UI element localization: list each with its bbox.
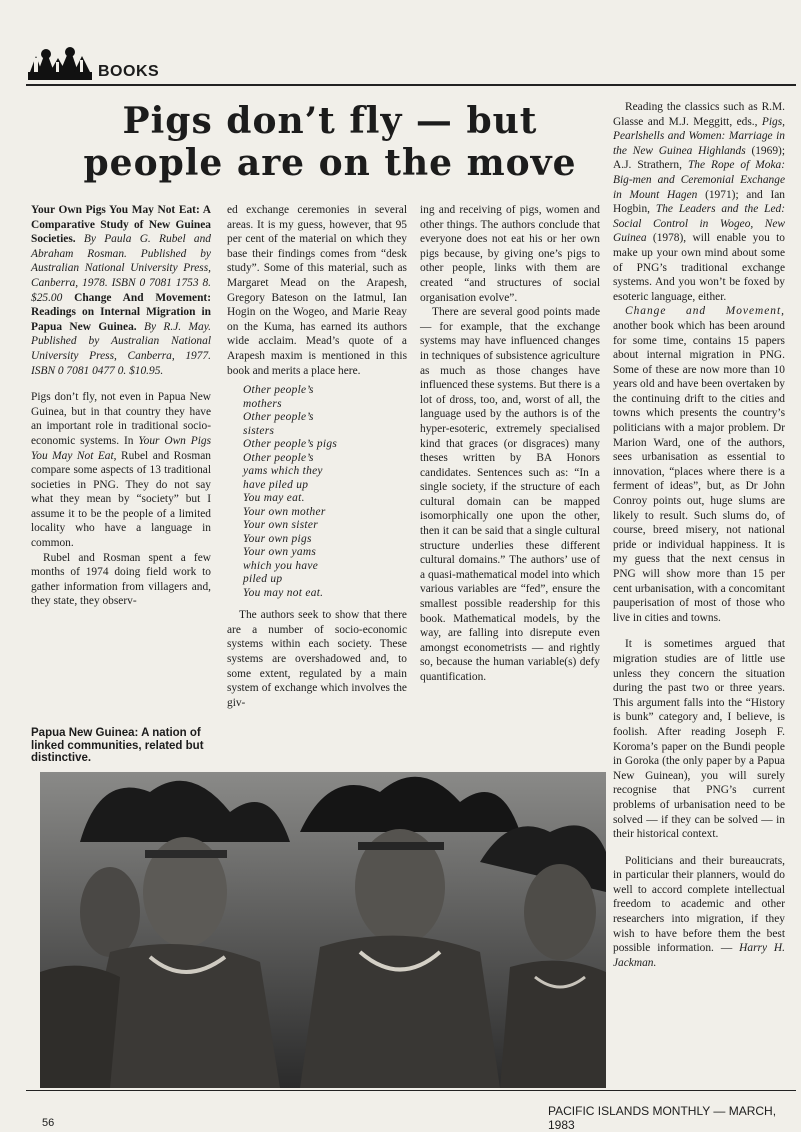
book-listings [31,203,211,378]
paragraph: There are several good points made — for example, that the exchange systems may have influenced changes in techniques of subsistence agriculture as much as those changes have influenced these systems. But there is a lot of dross, too, and, worst of all, the language used by the authors is of the hyper-esoteric, extremely specialised kind that graces (or disgraces) many theses written by BA Honors candidates. Sentences such as: “In a single society, if the structure of each cultural domain can be mapped isomorphically one upon the other, then it can be said that a single cultural structure underlies these different cultural domains.” The authors’ use of a quasi-mathematical model into which various variables are “fed”, ensure the smallest possible readership for this book. Mathematical models, by the way, are falling into disrepute even amongst econometrists — and rightly so, because the human variable(s) defy quantification. [420,306,600,683]
poem-line: piled up [243,573,283,586]
paragraph: ed exchange ceremonies in several areas. It is my guess, however, that 95 per cent of the material on which they base their findings comes from “desk study”. Some of this material, such as Margaret Mead on the Arapesh, Gregory Bateson on the Iatmul, Ian Hogin on the Wogeo, and Marie Reay on the Kuma, has earned its authors wide acclaim. Mead’s quote of a Arapesh maxim is mentioned in this book and merits a place here. [227,204,407,377]
paragraph: Politicians and their bureaucrats, in particular their planners, would do well to accord complete intellectual freedom to academic and other researchers into migration, if they wish to have before them the best possible information. — Harry H. Jackman. [613,854,786,969]
poem-line: Other people’s [243,384,314,397]
poem-line: Your own yams [243,546,317,559]
poem-line: Other people’s [243,411,314,424]
poem-line: Your own sister [243,519,318,532]
column-1 [31,203,211,609]
book-1-title: Your Own Pigs You May Not Eat: A Comparative Study of New Guinea Societies. [31,204,211,246]
books-section-logo [26,46,96,84]
column-2 [227,203,407,710]
poem-line: Other people’s [243,451,314,464]
author-signature: Harry H. Jackman. [613,942,786,969]
section-label: BOOKS [98,63,160,80]
book-2-title: Change And Movement: Readings on Internal Migration in Papua New Guinea. [31,291,211,333]
paragraph: Reading the classics such as R.M. Glasse and M.J. Meggitt, eds., Pigs, Pearlshells and Women: Marriage in the New Guinea Highlands (1969); A.J. Strathern, The Rope of Moka: Big-men and Ceremonial Exchange in Mount Hagen (1971); and Ian Hogbin, The Leaders and the Led: Social Control in Wogeo, New Guinea (1978), will enable you to make up your own mind about some of PNG’s traditional exchange systems. And you won’t be foxed by esoteric language, either. [613,101,786,303]
poem-line: sisters [243,424,275,437]
poem-line: which you have [243,559,319,572]
poem-line: You may eat. [243,492,305,505]
paragraph: It is sometimes argued that migration studies are of little use unless they concern the situation during the past two or three years. This argument falls into the “History is bunk” category and, I believe, is foolish. After reading Joseph F. Koroma’s paper on the Bundi people in Goroka (the only paper by a Papua New Guinean), you will surely recognise that PNG’s current problems of urbanisation need to be solved — if they can be solved — in their historical context. [613,638,785,841]
paragraph: Pigs don’t fly, not even in Papua New Guinea, but in that country they have an important role in traditional socio-economic systems. In Your Own Pigs You May Not Eat, Rubel and Rosman compare some aspects of 13 traditional societies in PNG. They do not say what they mean by “society” but I assume it to be the people of a limited locality who have a language in common. [31,391,211,550]
headline [60,100,600,184]
arapesh-maxim-poem [243,384,407,600]
column-3 [420,203,600,685]
poem-line: Other people’s pigs [243,438,338,451]
paragraph: ing and receiving of pigs, women and other things. The authors conclude that everyone does not eat his or her own pigs because, by giving one’s pigs to other people, links with them are created “and structures of social organisation evolve”. [420,204,600,304]
poem-line: Your own pigs [243,532,312,545]
photo-caption: Papua New Guinea: A nation of linked communities, related but distinctive. [31,727,204,764]
header-rule [26,84,796,86]
poem-line: have piled up [243,478,309,491]
paragraph: Rubel and Rosman spent a few months of 1974 doing field work to gather information from villagers and, they state, they observ- [31,551,211,608]
publication-footer: PACIFIC ISLANDS MONTHLY — MARCH, 1983 [548,1104,777,1132]
book-1-details: By Paula G. Rubel and Abraham Rosman. Published by Australian National University Press, Canberra, 1978. ISBN 0 7081 1753 8. $25.00 [31,233,211,304]
footer-rule [26,1090,796,1091]
paragraph: The authors seek to show that there are a number of socio-economic systems within each society. These systems are overshadowed and, to some extent, regulated by a main system of exchange which involves the giv- [227,609,407,709]
poem-line: You may not eat. [243,586,324,599]
poem-line: mothers [243,397,282,410]
headline-line-1: Pigs don’t fly — but [122,100,538,142]
page-number: 56 [42,1117,55,1129]
column-4 [613,100,785,970]
poem-line: yams which they [243,465,323,478]
tribesmen-photo [40,772,606,1088]
paragraph: Change and Movement, another book which has been around for some time, contains 15 papers about internal migration in PNG. Some of these are now more than 10 years old and have been overtaken by the continuing drift to the cities and towns which presents the country’s politicians with a major problem. Dr Marion Ward, one of the authors, sees urbanisation as essential to innovation, “places where there is a ferment of ideas”, but, as Dr John Conroy points out, huge slums are likely to result. Such slums do, of course, breed misery, not national pride or individual happiness. It is my guess that the next census in PNG will show more than 15 per cent urbanisation, with a concomitant pauperisation of most of those who live in cities and towns. [613,305,785,624]
poem-line: Your own mother [243,505,326,518]
headline-line-2: people are on the move [83,142,577,184]
book-2-details: By R.J. May. Published by Australian National University Press, Canberra, 1977. ISBN 0 7081 0477 0. $10.95. [31,320,211,377]
